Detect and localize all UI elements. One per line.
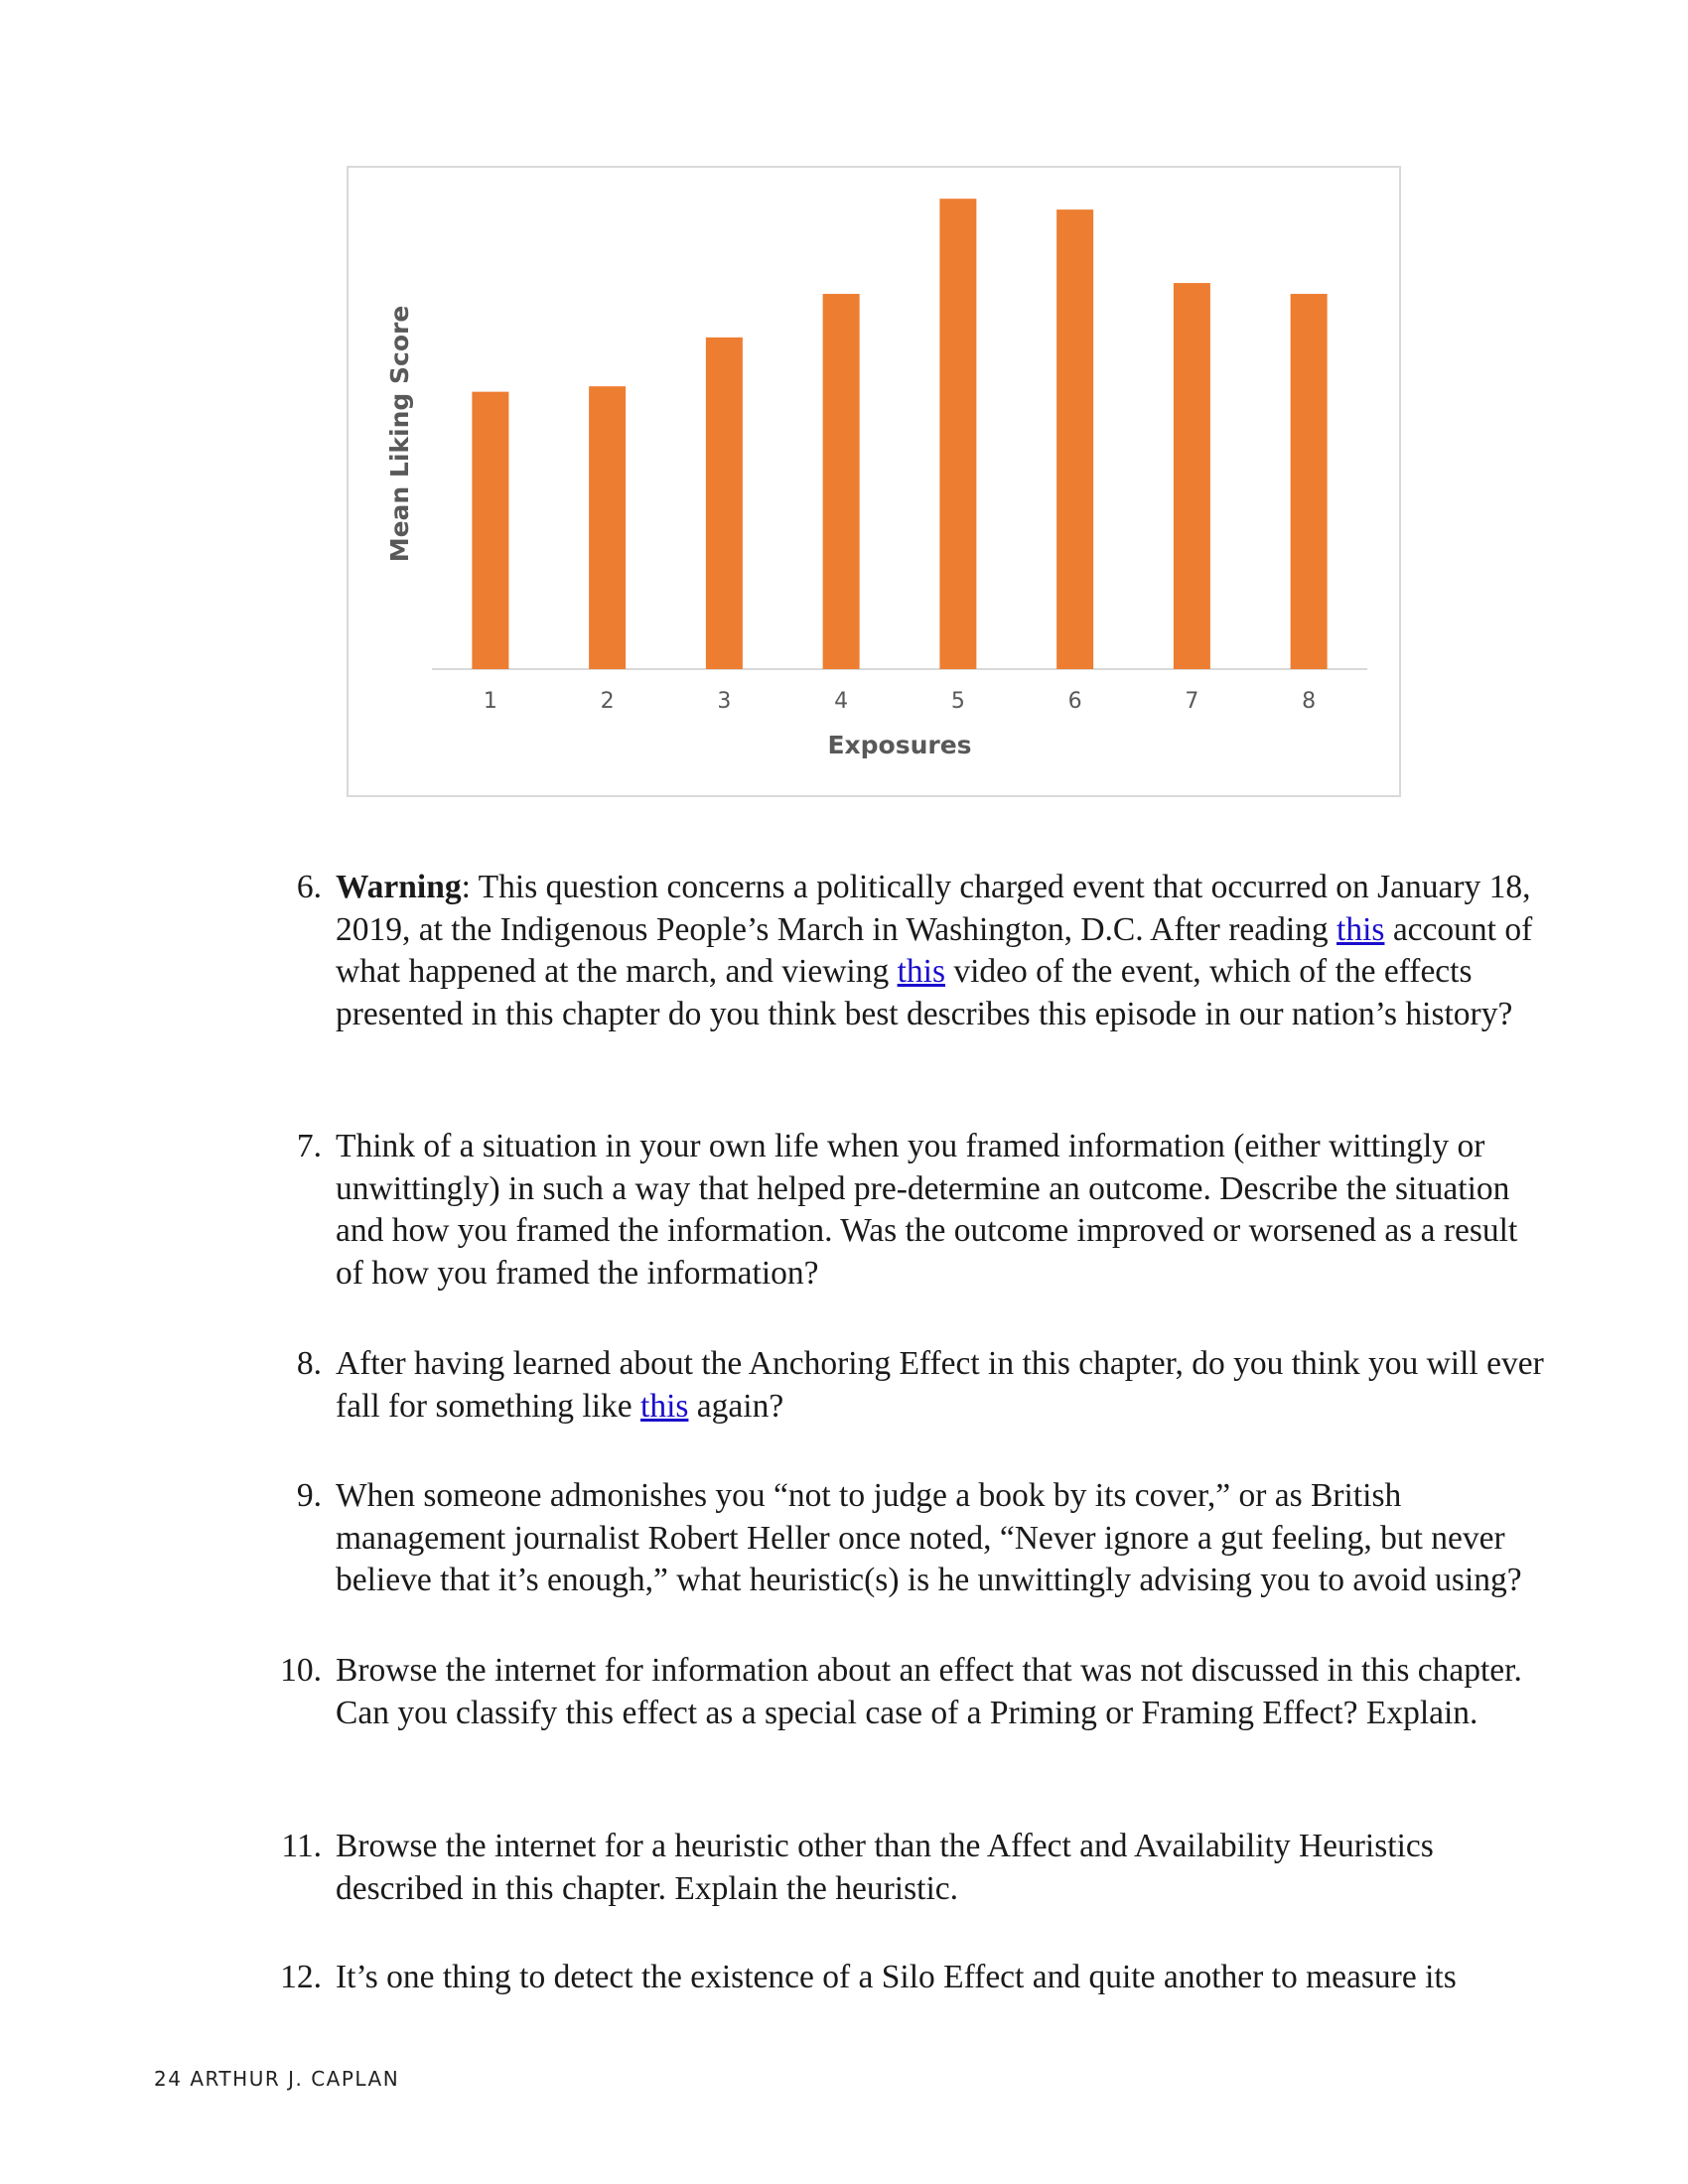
text-run: When someone admonishes you “not to judge a book by its cover,” or as British management journalist Robert Heller once noted, “Never ignore a gut feeling, but never believe that it’s enough,” what heuristic(s) is he unwittingly advising you to avoid using? [336, 1477, 1522, 1598]
x-axis-title: Exposures [827, 731, 972, 759]
question-text [336, 1957, 1547, 1999]
y-axis-title: Mean Liking Score [385, 305, 414, 563]
bar [1056, 209, 1093, 669]
bar [472, 392, 508, 669]
text-run: After having learned about the Anchoring Effect in this chapter, do you think you will ever fall for something like [336, 1345, 1544, 1425]
question-text [336, 867, 1547, 1035]
question-number: 9. [296, 1477, 322, 1514]
bar [823, 294, 860, 669]
question-text [336, 1126, 1547, 1295]
question-item [296, 1475, 1547, 1602]
question-item [296, 867, 1547, 1035]
text-run: Browse the internet for information about an effect that was not discussed in this chapter. Can you classify this effect as a special case of a Priming or Framing Effect? Explain. [336, 1652, 1522, 1731]
author-name: ARTHUR J. CAPLAN [190, 2067, 400, 2091]
question-number: 12. [280, 1959, 322, 1995]
text-run: account of what happened at the march, and viewing [336, 910, 1533, 990]
x-tick-label: 4 [834, 689, 849, 714]
bar [1174, 283, 1210, 669]
question-number: 11. [281, 1828, 322, 1864]
x-tick-label: 6 [1067, 689, 1082, 714]
text-run: again? [688, 1387, 784, 1425]
question-text [336, 1826, 1547, 1910]
text-run: It’s one thing to detect the existence of a Silo Effect and quite another to measure its [336, 1959, 1457, 1995]
question-item [281, 1826, 1547, 1910]
question-number: 8. [296, 1345, 322, 1382]
question-number: 6. [296, 869, 322, 905]
page-number: 24 [154, 2067, 183, 2091]
question-item [280, 1957, 1547, 1999]
x-tick-label: 2 [600, 689, 615, 714]
page-footer [154, 2067, 399, 2091]
bar-chart [347, 166, 1401, 797]
bar [589, 386, 626, 669]
inline-link[interactable]: this [640, 1387, 689, 1425]
x-tick-label: 5 [950, 689, 965, 714]
question-text [336, 1343, 1547, 1428]
text-run: : This question concerns a politically charged event that occurred on January 18, 2019, at the Indigenous People’s March in Washington, D.C. After reading [336, 869, 1531, 948]
bold-text: Warning [336, 869, 462, 905]
x-tick-label: 7 [1185, 689, 1199, 714]
text-run: video of the event, which of the effects presented in this chapter do you think best describes this episode in our nation’s history? [336, 953, 1513, 1032]
question-item [296, 1126, 1547, 1295]
question-number: 10. [280, 1652, 322, 1689]
x-tick-label: 3 [717, 689, 732, 714]
x-tick-label: 1 [483, 689, 497, 714]
x-tick-label: 8 [1302, 689, 1317, 714]
question-item [296, 1343, 1547, 1428]
bar [706, 338, 743, 669]
bar [939, 199, 976, 669]
text-run: Think of a situation in your own life when you framed information (either wittingly or unwittingly) in such a way that helped pre-determine an outcome. Describe the situation and how you framed the information. Was the outcome improved or worsened as a result of how you framed the information? [336, 1128, 1518, 1292]
question-text [336, 1475, 1547, 1602]
bar [1291, 294, 1328, 669]
chart-svg [349, 168, 1399, 795]
question-number: 7. [296, 1128, 322, 1164]
question-text [336, 1650, 1547, 1734]
inline-link[interactable]: this [897, 953, 945, 990]
question-item [280, 1650, 1547, 1734]
text-run: Browse the internet for a heuristic other than the Affect and Availability Heuristics described in this chapter. Explain the heuristic. [336, 1828, 1434, 1907]
inline-link[interactable]: this [1336, 910, 1385, 948]
